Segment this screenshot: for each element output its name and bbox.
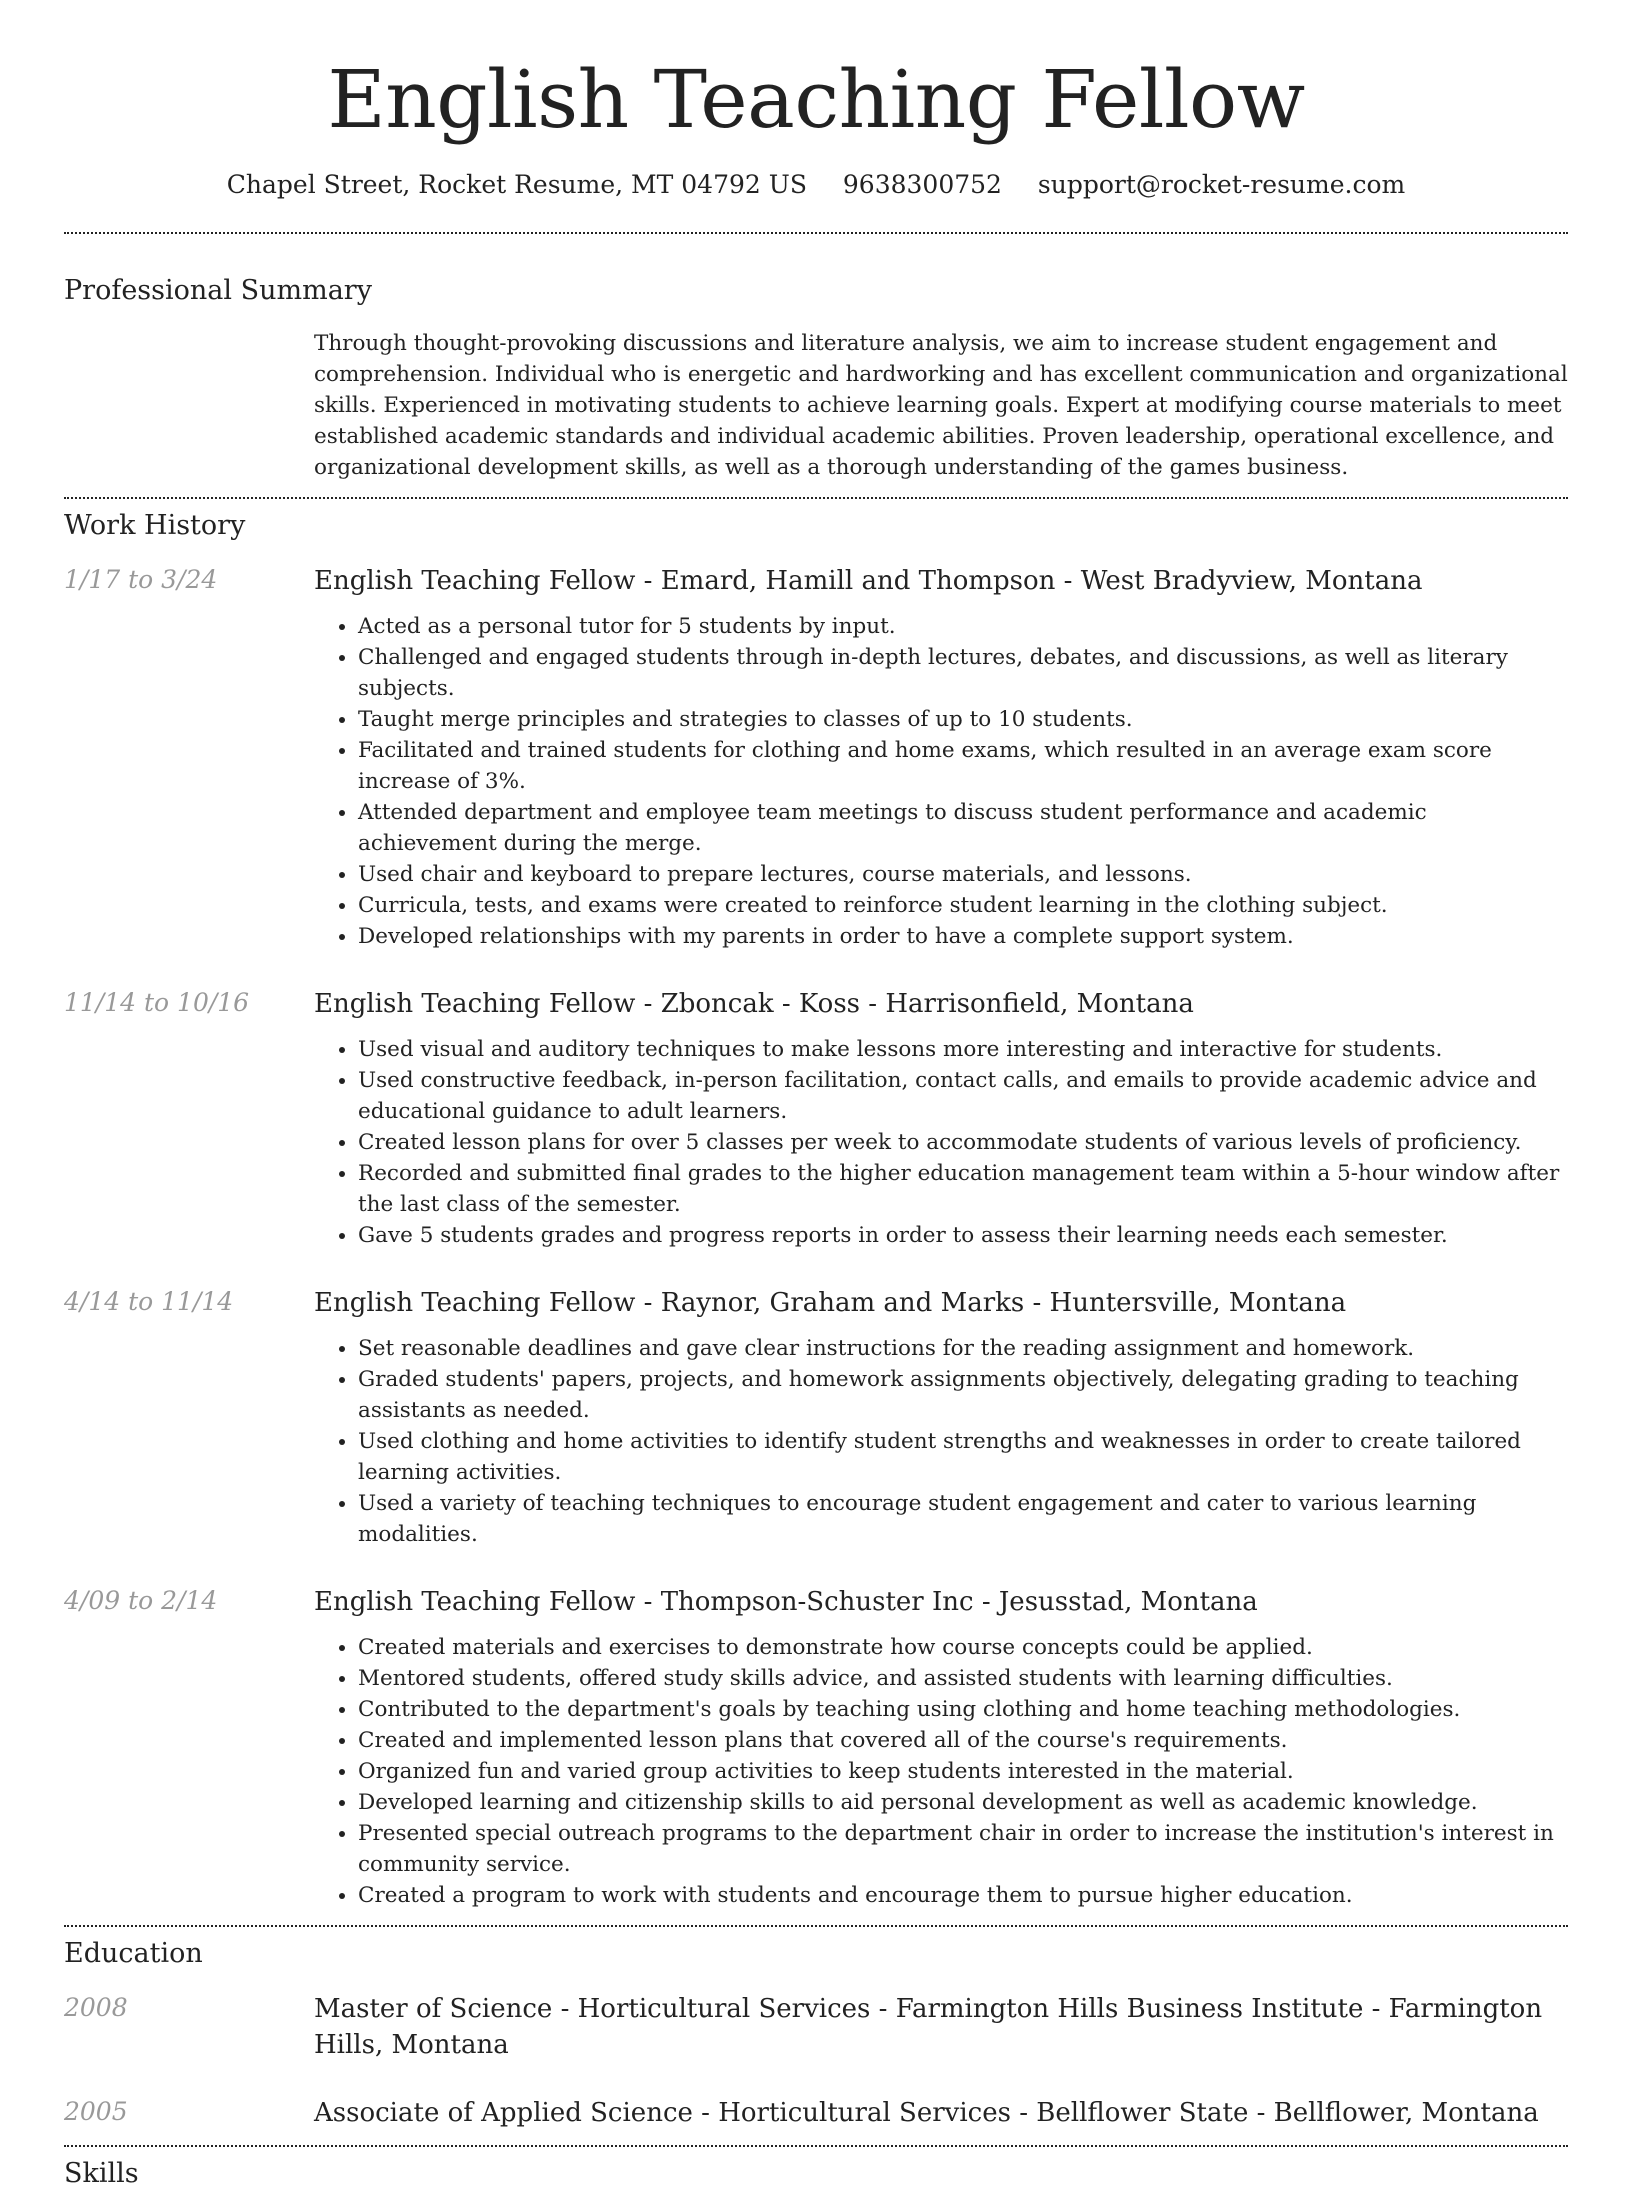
job-title: English Teaching Fellow - Thompson-Schuster Inc - Jesusstad, Montana (314, 1587, 1258, 1617)
job-bullet: • Attended department and employee team meetings to discuss student performance and academic achievement during the merge. (358, 797, 1568, 859)
divider (64, 497, 1568, 499)
job-bullet: • Created and implemented lesson plans that covered all of the course's requirements. (358, 1725, 1568, 1756)
job-bullet: • Contributed to the department's goals by teaching using clothing and home teaching methodologies. (358, 1694, 1568, 1725)
job-bullet: • Taught merge principles and strategies to classes of up to 10 students. (358, 704, 1568, 735)
job-bullets (314, 1632, 1568, 1911)
job-bullet: • Gave 5 students grades and progress reports in order to assess their learning needs each semester. (358, 1220, 1568, 1251)
job-bullets (314, 1034, 1568, 1251)
job-dates: 4/09 to 2/14 (64, 1586, 218, 1615)
job-entry (64, 1584, 1568, 1911)
resume-title: English Teaching Fellow (327, 53, 1305, 146)
job-entry (64, 563, 1568, 952)
education-entry (64, 2095, 1568, 2131)
divider (64, 2145, 1568, 2147)
education-entry (64, 1991, 1568, 2063)
education-year: 2005 (64, 2097, 128, 2126)
job-title: English Teaching Fellow - Zboncak - Koss - Harrisonfield, Montana (314, 989, 1194, 1019)
job-bullet: • Mentored students, offered study skills advice, and assisted students with learning difficulties. (358, 1663, 1568, 1694)
job-bullet: • Organized fun and varied group activities to keep students interested in the material. (358, 1756, 1568, 1787)
education-title: Associate of Applied Science - Horticultural Services - Bellflower State - Bellflower, Montana (314, 2098, 1539, 2128)
job-title: English Teaching Fellow - Raynor, Graham and Marks - Huntersville, Montana (314, 1288, 1347, 1318)
job-bullets (314, 611, 1568, 952)
skills-heading: Skills (64, 2158, 139, 2189)
job-bullet: • Used clothing and home activities to identify student strengths and weaknesses in order to create tailored learning activities. (358, 1426, 1568, 1488)
divider (64, 232, 1568, 234)
contact-email: support@rocket-resume.com (1037, 170, 1406, 199)
job-bullet: • Used visual and auditory techniques to make lessons more interesting and interactive for students. (358, 1034, 1568, 1065)
contact-phone: 9638300752 (842, 170, 1002, 199)
job-bullet: • Recorded and submitted final grades to the higher education management team within a 5-hour window after the last class of the semester. (358, 1158, 1568, 1220)
job-bullet: • Used chair and keyboard to prepare lectures, course materials, and lessons. (358, 859, 1568, 890)
job-bullets (314, 1333, 1568, 1550)
job-bullet: • Created materials and exercises to demonstrate how course concepts could be applied. (358, 1632, 1568, 1663)
job-entry (64, 1285, 1568, 1550)
job-bullet: • Set reasonable deadlines and gave clear instructions for the reading assignment and homework. (358, 1333, 1568, 1364)
job-title: English Teaching Fellow - Emard, Hamill and Thompson - West Bradyview, Montana (314, 566, 1423, 596)
education-year: 2008 (64, 1993, 128, 2022)
job-bullet: • Created a program to work with students and encourage them to pursue higher education. (358, 1880, 1568, 1911)
job-bullet: • Used constructive feedback, in-person facilitation, contact calls, and emails to provide academic advice and educational guidance to adult learners. (358, 1065, 1568, 1127)
education-title: Master of Science - Horticultural Services - Farmington Hills Business Institute - Farmington Hills, Montana (314, 1994, 1543, 2060)
job-bullet: • Developed learning and citizenship skills to aid personal development as well as academic knowledge. (358, 1787, 1568, 1818)
job-bullet: • Curricula, tests, and exams were created to reinforce student learning in the clothing subject. (358, 890, 1568, 921)
summary-row (64, 328, 1568, 483)
contact-line (0, 168, 1632, 202)
job-dates: 4/14 to 11/14 (64, 1287, 234, 1316)
job-bullet: • Challenged and engaged students through in-depth lectures, debates, and discussions, as well as literary subjects. (358, 642, 1568, 704)
job-bullet: • Created lesson plans for over 5 classes per week to accommodate students of various levels of proficiency. (358, 1127, 1568, 1158)
job-bullet: • Facilitated and trained students for clothing and home exams, which resulted in an average exam score increase of 3%. (358, 735, 1568, 797)
summary-heading: Professional Summary (64, 275, 372, 306)
job-dates: 1/17 to 3/24 (64, 565, 218, 594)
divider (64, 1925, 1568, 1927)
job-bullet: • Used a variety of teaching techniques to encourage student engagement and cater to various learning modalities. (358, 1488, 1568, 1550)
job-entry (64, 986, 1568, 1251)
contact-address: Chapel Street, Rocket Resume, MT 04792 US (226, 170, 807, 199)
job-bullet: • Acted as a personal tutor for 5 students by input. (358, 611, 1568, 642)
summary-text: Through thought-provoking discussions and literature analysis, we aim to increase student engagement and comprehension. Individual who is energetic and hardworking and has excellent communication and organizational skills. Experienced in motivating students to achieve learning goals. Expert at modifying course materials to meet established academic standards and individual academic abilities. Proven leadership, operational excellence, and organizational development skills, as well as a thorough understanding of the games business. (314, 331, 1568, 480)
job-bullet: • Developed relationships with my parents in order to have a complete support system. (358, 921, 1568, 952)
job-dates: 11/14 to 10/16 (64, 988, 250, 1017)
job-bullet: • Graded students' papers, projects, and homework assignments objectively, delegating grading to teaching assistants as needed. (358, 1364, 1568, 1426)
job-bullet: • Presented special outreach programs to the department chair in order to increase the institution's interest in community service. (358, 1818, 1568, 1880)
education-heading: Education (64, 1938, 203, 1969)
work-history-heading: Work History (64, 510, 246, 541)
work-history-list (0, 563, 1632, 1911)
